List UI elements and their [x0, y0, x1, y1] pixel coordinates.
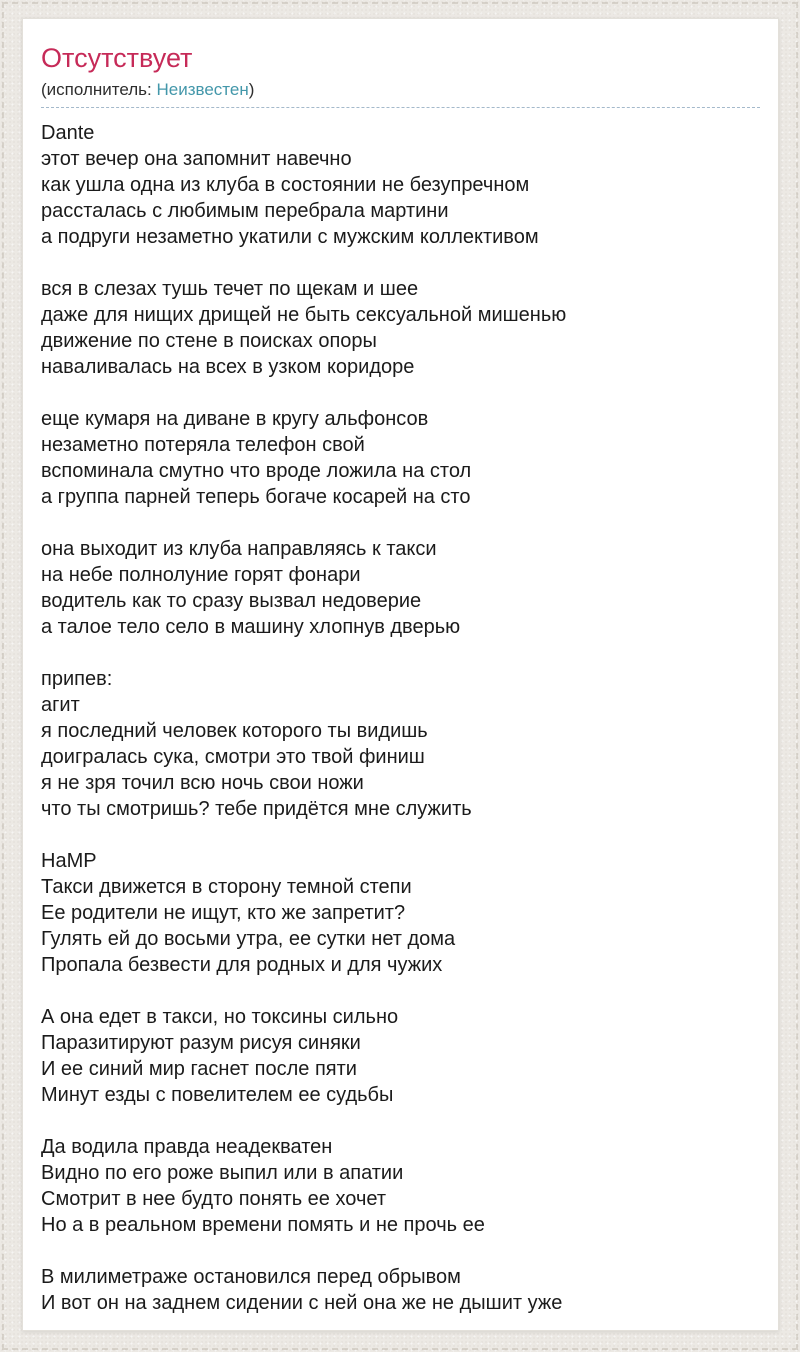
lyric-line: незаметно потеряла телефон свой: [41, 434, 365, 456]
lyric-line: Dante: [41, 122, 95, 144]
lyric-line: припев:: [41, 668, 113, 690]
stanza: [41, 406, 760, 510]
lyric-line: И ее синий мир гаснет после пяти: [41, 1058, 357, 1080]
stanza: [41, 848, 760, 978]
stanza: [41, 1264, 760, 1316]
stanza: [41, 536, 760, 640]
stanza: [41, 120, 760, 250]
lyric-line: водитель как то сразу вызвал недоверие: [41, 590, 422, 612]
lyric-line: а группа парней теперь богаче косарей на сто: [41, 486, 471, 508]
lyric-line: я последний человек которого ты видишь: [41, 720, 428, 742]
lyric-line: Минут езды с повелителем ее судьбы: [41, 1084, 394, 1106]
stanza: [41, 1004, 760, 1108]
lyric-line: что ты смотришь? тебе придётся мне служить: [41, 798, 472, 820]
lyric-line: на небе полнолуние горят фонари: [41, 564, 361, 586]
lyric-line: я не зря точил всю ночь свои ножи: [41, 772, 364, 794]
lyric-line: А она едет в такси, но токсины сильно: [41, 1006, 399, 1028]
lyric-line: наваливалась на всех в узком коридоре: [41, 356, 415, 378]
lyric-line: В милиметраже остановился перед обрывом: [41, 1266, 461, 1288]
lyric-line: еще кумаря на диване в кругу альфонсов: [41, 408, 429, 430]
lyric-line: а подруги незаметно укатили с мужским коллективом: [41, 226, 539, 248]
song-title: Отсутствует: [41, 43, 193, 73]
lyric-line: Ее родители не ищут, кто же запретит?: [41, 902, 406, 924]
lyric-line: Такси движется в сторону темной степи: [41, 876, 412, 898]
lyric-line: даже для нищих дрищей не быть сексуальной мишенью: [41, 304, 567, 326]
lyric-line: Паразитируют разум рисуя синяки: [41, 1032, 361, 1054]
lyric-line: рассталась с любимым перебрала мартини: [41, 200, 449, 222]
artist-line-suffix: ): [248, 80, 255, 99]
lyric-line: вся в слезах тушь течет по щекам и шее: [41, 278, 419, 300]
lyric-line: Смотрит в нее будто понять ее хочет: [41, 1188, 386, 1210]
stanza: [41, 666, 760, 822]
artist-link[interactable]: Неизвестен: [156, 80, 249, 99]
lyric-line: Видно по его роже выпил или в апатии: [41, 1162, 404, 1184]
lyric-line: а талое тело село в машину хлопнув дверью: [41, 616, 461, 638]
lyric-line: Да водила правда неадекватен: [41, 1136, 333, 1158]
lyric-line: Но а в реальном времени помять и не прочь ее: [41, 1214, 485, 1236]
lyric-line: она выходит из клуба направляясь к такси: [41, 538, 437, 560]
lyric-line: агит: [41, 694, 80, 716]
stanza: [41, 1134, 760, 1238]
lyrics-card: [22, 18, 779, 1331]
lyric-line: доигралась сука, смотри это твой финиш: [41, 746, 425, 768]
stanza: [41, 276, 760, 380]
artist-line: [41, 80, 760, 100]
lyric-line: этот вечер она запомнит навечно: [41, 148, 352, 170]
lyric-line: Гулять ей до восьми утра, ее сутки нет дома: [41, 928, 456, 950]
lyric-line: И вот он на заднем сидении с ней она же не дышит уже: [41, 1292, 563, 1314]
lyric-line: движение по стене в поисках опоры: [41, 330, 377, 352]
lyric-line: Пропала безвести для родных и для чужих: [41, 954, 443, 976]
lyric-line: вспоминала смутно что вроде ложила на стол: [41, 460, 472, 482]
song-header: [41, 43, 760, 108]
lyrics-text: [41, 120, 760, 1316]
artist-label: (исполнитель:: [41, 80, 157, 99]
lyric-line: как ушла одна из клуба в состоянии не безупречном: [41, 174, 530, 196]
lyric-line: HaMP: [41, 850, 97, 872]
